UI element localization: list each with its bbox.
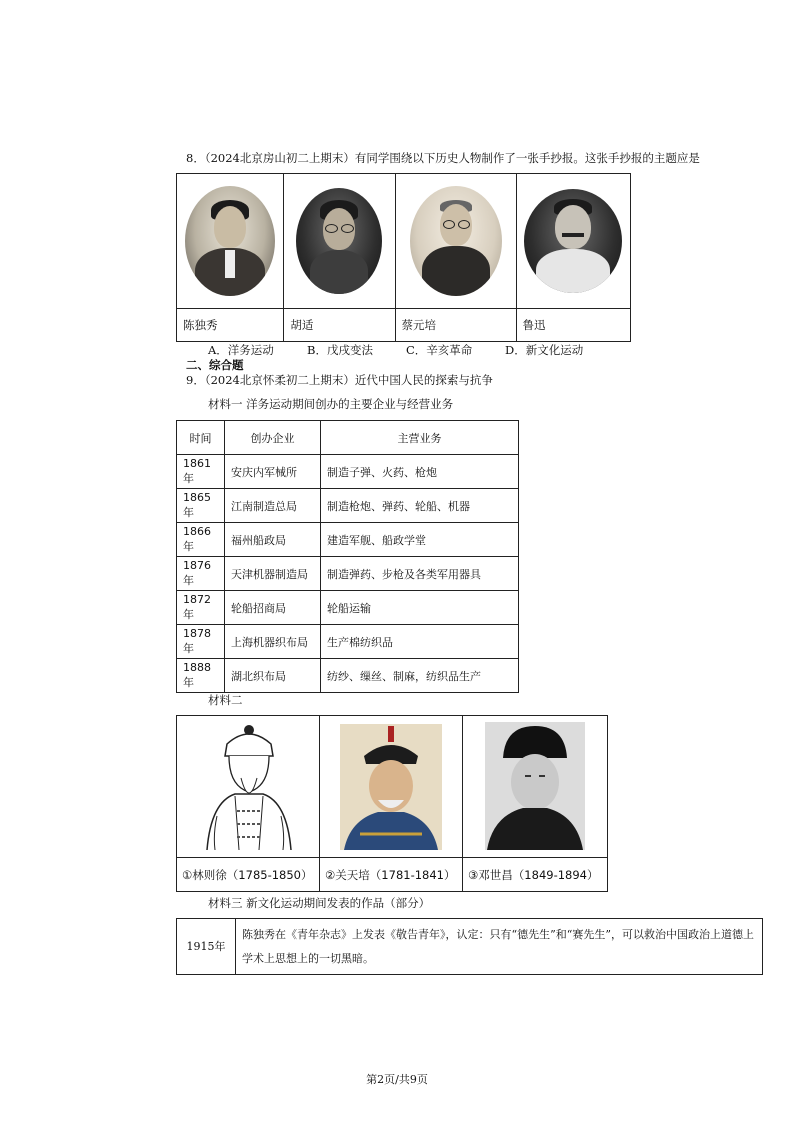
page-footer: 第2页/共9页 (366, 1073, 428, 1086)
figure-guan-tianpei (320, 716, 462, 857)
option-b: B．戊戌变法 (307, 343, 373, 357)
option-c: C．辛亥革命 (406, 343, 473, 357)
enterprise-table (176, 420, 519, 693)
table-header: 创办企业 (225, 421, 321, 455)
option-a: A．洋务运动 (208, 343, 274, 357)
question-8-stem: 8．（2024北京房山初二上期末）有同学围绕以下历史人物制作了一张手抄报。这张手抄报的主题应是 (186, 151, 700, 165)
section-heading: 二、综合题 (186, 358, 244, 372)
figure-cell (463, 716, 608, 858)
figure-table (176, 715, 608, 892)
person-name: 鲁迅 (516, 309, 630, 342)
table-cell: 天津机器制造局 (225, 557, 321, 591)
table-cell: 1866 年 (177, 523, 225, 557)
figure-caption: ①林则徐（1785-1850） (177, 858, 320, 892)
figure-cell (177, 716, 320, 858)
table-cell: 1861 年 (177, 455, 225, 489)
portrait-table (176, 173, 631, 342)
table-cell: 安庆内军械所 (225, 455, 321, 489)
table-cell: 1876 年 (177, 557, 225, 591)
table-cell: 福州船政局 (225, 523, 321, 557)
table-cell: 1872 年 (177, 591, 225, 625)
option-d: D．新文化运动 (505, 343, 584, 357)
portrait-cell (395, 174, 516, 309)
figure-cell (320, 716, 463, 858)
portrait-cell (284, 174, 395, 309)
table-cell: 制造子弹、火药、枪炮 (321, 455, 519, 489)
portrait-lu-xun (524, 189, 622, 293)
person-name: 陈独秀 (177, 309, 284, 342)
portrait-hu-shi (296, 188, 382, 294)
table-cell: 1878 年 (177, 625, 225, 659)
table-cell: 1865 年 (177, 489, 225, 523)
table-cell: 建造军舰、船政学堂 (321, 523, 519, 557)
table-row (177, 659, 519, 693)
table-row (177, 591, 519, 625)
table-row (177, 625, 519, 659)
table-cell: 生产棉纺织品 (321, 625, 519, 659)
table-cell: 纺纱、缫丝、制麻，纺织品生产 (321, 659, 519, 693)
table-cell: 制造弹药、步枪及各类军用器具 (321, 557, 519, 591)
table-cell: 制造枪炮、弹药、轮船、机器 (321, 489, 519, 523)
table-row (177, 455, 519, 489)
works-table (176, 918, 763, 975)
works-year: 1915年 (177, 919, 236, 975)
figure-deng-shichang (463, 716, 607, 857)
table-row (177, 557, 519, 591)
portrait-chen-duxiu (185, 186, 275, 296)
figure-lin-zexu (177, 716, 319, 857)
table-cell: 轮船招商局 (225, 591, 321, 625)
portrait-cai-yuanpei (410, 186, 502, 296)
question-9-stem: 9．（2024北京怀柔初二上期末）近代中国人民的探索与抗争 (186, 373, 493, 387)
table-cell: 江南制造总局 (225, 489, 321, 523)
material-3-title: 材料三 新文化运动期间发表的作品（部分） (208, 896, 431, 910)
table-row (177, 489, 519, 523)
table-cell: 1888 年 (177, 659, 225, 693)
works-text: 陈独秀在《青年杂志》上发表《敬告青年》，认定：只有“德先生”和“赛先生”，可以救治中国政治上道德上学术上思想上的一切黑暗。 (236, 919, 763, 975)
table-cell: 轮船运输 (321, 591, 519, 625)
table-header: 时间 (177, 421, 225, 455)
table-row (177, 523, 519, 557)
figure-caption: ③邓世昌（1849-1894） (463, 858, 608, 892)
portrait-cell (516, 174, 630, 309)
table-cell: 湖北织布局 (225, 659, 321, 693)
person-name: 胡适 (284, 309, 395, 342)
person-name: 蔡元培 (395, 309, 516, 342)
table-header: 主营业务 (321, 421, 519, 455)
table-cell: 上海机器织布局 (225, 625, 321, 659)
material-1-title: 材料一 洋务运动期间创办的主要企业与经营业务 (208, 397, 454, 411)
material-2-title: 材料二 (208, 693, 243, 707)
portrait-cell (177, 174, 284, 309)
figure-caption: ②关天培（1781-1841） (320, 858, 463, 892)
